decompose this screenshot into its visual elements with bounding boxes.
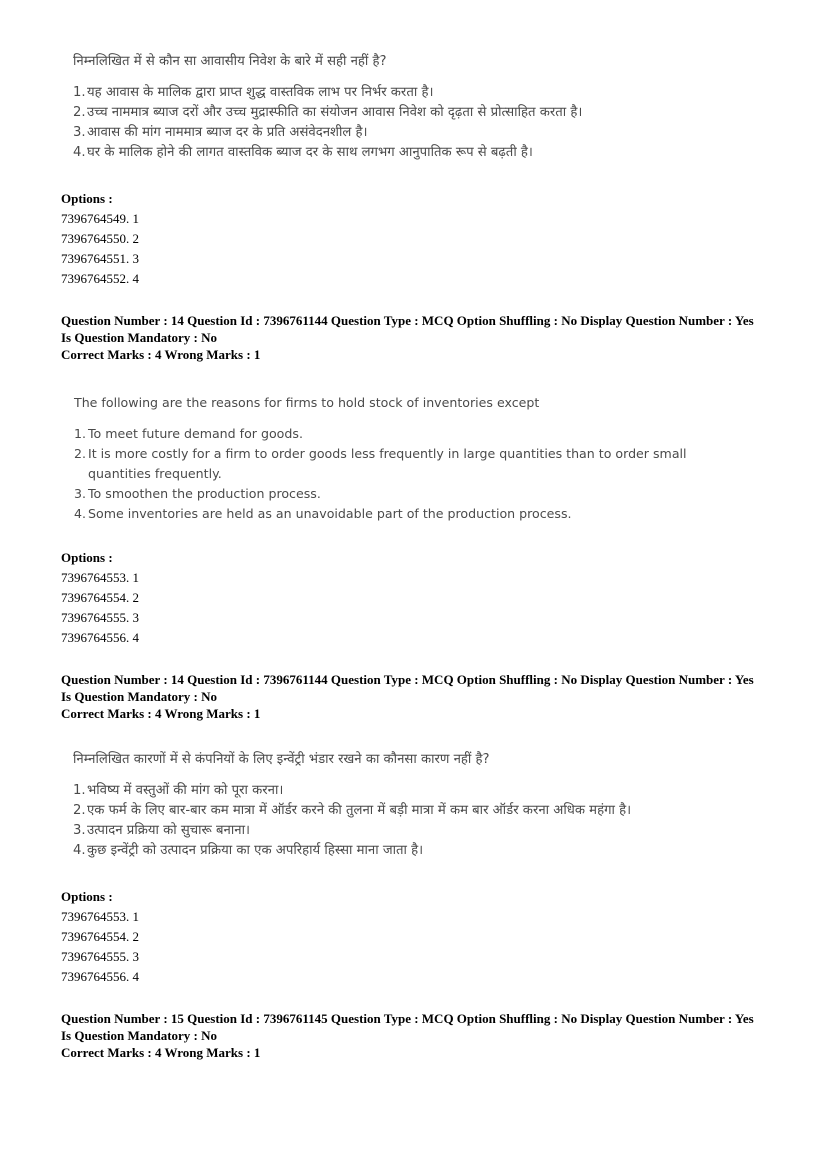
list-item: 2. It is more costly for a firm to order goods less frequently in large quantities than to order small quantities frequently.: [74, 446, 687, 481]
list-item: 3. उत्पादन प्रक्रिया को सुचारू बनाना।: [73, 823, 250, 838]
question-meta-q14-en: [61, 312, 821, 363]
option-line: 7396764551. 3: [61, 251, 139, 266]
option-line: 7396764553. 1: [61, 570, 139, 585]
options-block-q14-en: [61, 548, 826, 648]
options-label: Options :: [61, 889, 113, 904]
question-meta-q15: [61, 1010, 821, 1061]
option-line: 7396764550. 2: [61, 231, 139, 246]
question-meta-line: Is Question Mandatory : No: [61, 330, 218, 345]
list-item: 4. घर के मालिक होने की लागत वास्तविक ब्याज दर के साथ लगभग आनुपातिक रूप से बढ़ती है।: [73, 145, 533, 160]
list-item: 4. कुछ इन्वेंट्री को उत्पादन प्रक्रिया का एक अपरिहार्य हिस्सा माना जाता है।: [73, 843, 424, 858]
question-meta-q14-hi: [61, 671, 821, 722]
list-item: 4. Some inventories are held as an unavoidable part of the production process.: [74, 506, 572, 521]
question-meta-line: Question Number : 14 Question Id : 7396761144 Question Type : MCQ Option Shuffling : No Display Question Number : Yes: [61, 672, 754, 687]
question-image-q13-hindi: [73, 52, 773, 163]
question-image-q14-hi: [73, 750, 773, 861]
option-line: 7396764554. 2: [61, 590, 139, 605]
list-item: 2. एक फर्म के लिए बार-बार कम मात्रा में ऑर्डर करने की तुलना में बड़ी मात्रा में कम बार ऑर्डर करना अधिक महंगा है।: [73, 803, 632, 818]
option-line: 7396764552. 4: [61, 271, 139, 286]
option-line: 7396764555. 3: [61, 949, 139, 964]
list-item: 1. To meet future demand for goods.: [74, 426, 303, 441]
question-meta-line: Question Number : 14 Question Id : 7396761144 Question Type : MCQ Option Shuffling : No Display Question Number : Yes: [61, 313, 754, 328]
options-block-q14-hi: [61, 887, 826, 987]
list-item: 1. भविष्य में वस्तुओं की मांग को पूरा करना।: [73, 783, 284, 798]
question-items: [73, 83, 773, 163]
option-line: 7396764553. 1: [61, 909, 139, 924]
options-label: Options :: [61, 550, 113, 565]
question-items: [73, 781, 773, 861]
question-meta-line: Is Question Mandatory : No: [61, 1028, 218, 1043]
question-meta-line: Is Question Mandatory : No: [61, 689, 218, 704]
question-stem: निम्नलिखित कारणों में से कंपनियों के लिए इन्वेंट्री भंडार रखने का कौनसा कारण नहीं है?: [73, 752, 490, 767]
option-line: 7396764549. 1: [61, 211, 139, 226]
question-meta-line: Correct Marks : 4 Wrong Marks : 1: [61, 1045, 261, 1060]
question-stem: The following are the reasons for firms to hold stock of inventories except: [74, 395, 540, 410]
question-meta-line: Correct Marks : 4 Wrong Marks : 1: [61, 706, 261, 721]
option-line: 7396764556. 4: [61, 969, 139, 984]
question-image-q14-en: [74, 393, 724, 524]
option-line: 7396764554. 2: [61, 929, 139, 944]
list-item: 2. उच्च नाममात्र ब्याज दरों और उच्च मुद्रास्फीति का संयोजन आवास निवेश को दृढ़ता से प्रोत्साहित करता है।: [73, 105, 583, 120]
question-meta-line: Question Number : 15 Question Id : 7396761145 Question Type : MCQ Option Shuffling : No Display Question Number : Yes: [61, 1011, 754, 1026]
option-line: 7396764556. 4: [61, 630, 139, 645]
list-item: 1. यह आवास के मालिक द्वारा प्राप्त शुद्ध वास्तविक लाभ पर निर्भर करता है।: [73, 85, 434, 100]
question-items: [74, 424, 724, 524]
option-line: 7396764555. 3: [61, 610, 139, 625]
options-label: Options :: [61, 191, 113, 206]
question-meta-line: Correct Marks : 4 Wrong Marks : 1: [61, 347, 261, 362]
options-block-q13: [61, 189, 826, 289]
list-item: 3. To smoothen the production process.: [74, 486, 321, 501]
list-item: 3. आवास की मांग नाममात्र ब्याज दर के प्रति असंवेदनशील है।: [73, 125, 368, 140]
question-stem: निम्नलिखित में से कौन सा आवासीय निवेश के बारे में सही नहीं है?: [73, 54, 387, 69]
